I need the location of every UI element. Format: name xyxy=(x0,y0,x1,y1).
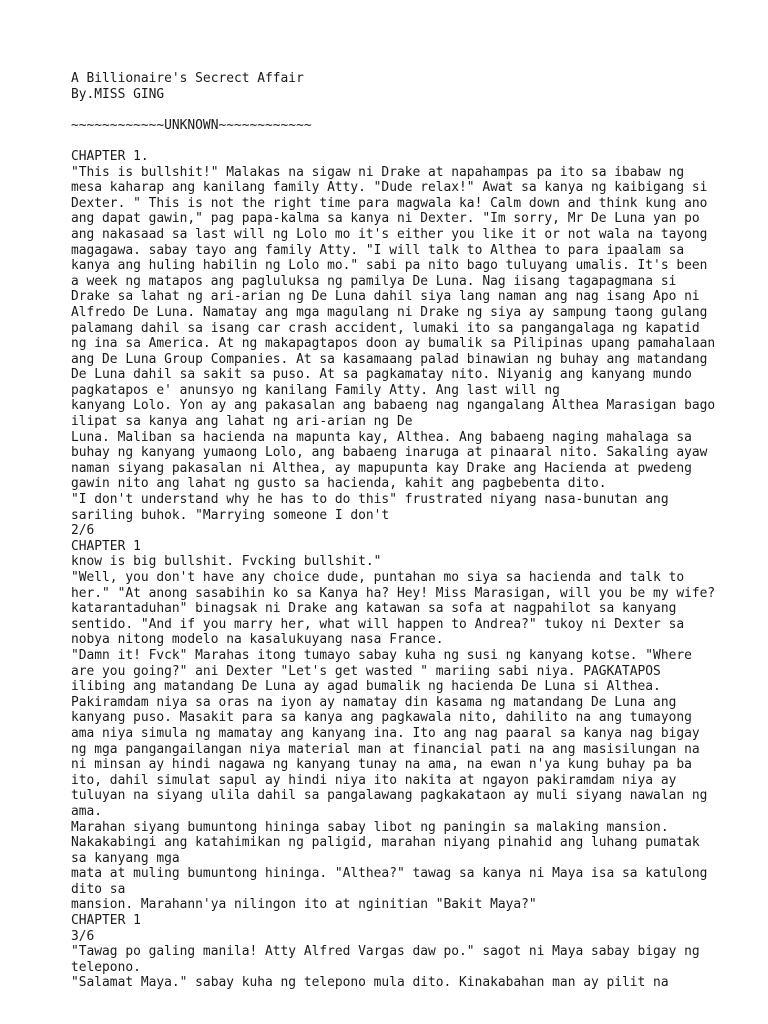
blank-line xyxy=(71,102,761,118)
text-line: telepono. xyxy=(71,959,141,975)
text-line: "Well, you don't have any choice dude, puntahan mo siya sa hacienda and talk to xyxy=(71,570,685,585)
document-body xyxy=(71,149,761,991)
text-line: kanya ang huling habilin ng Lolo mo." sabi pa nito bago tuluyang umalis. It's been xyxy=(71,258,708,274)
text-line: sariling buhok. "Marrying someone I don't xyxy=(71,507,390,523)
text-line: CHAPTER 1 xyxy=(71,538,141,554)
text-line: ilipat sa kanya ang lahat ng ari-arian ng De xyxy=(71,414,413,430)
text-line: Nakakabingi ang katahimikan ng paligid, marahan niyang pinahid ang luhang pumatak xyxy=(71,835,700,851)
text-line: palamang dahil sa isang car crash accident, lumaki ito sa pangangalaga ng kapatid xyxy=(71,320,700,336)
text-line: "Damn it! Fvck" Marahas itong tumayo sabay kuha ng susi ng kanyang kotse. "Where xyxy=(71,647,692,663)
text-line: are you going?" ani Dexter "Let's get wasted " mariing sabi niya. PAGKATAPOS xyxy=(71,663,661,679)
text-line: ilibing ang matandang De Luna ay agad bumalik ng hacienda De Luna si Althea. xyxy=(71,679,661,695)
section-separator: ~~~~~~~~~~~~UNKNOWN~~~~~~~~~~~~ xyxy=(71,117,312,133)
text-line: CHAPTER 1 xyxy=(71,913,141,929)
text-line: mesa kaharap ang kanilang family Atty. "Dude relax!" Awat sa kanya ng kaibigang si xyxy=(71,180,708,196)
text-line: Dexter. " This is not the right time para magwala ka! Calm down and think kung ano xyxy=(71,195,708,211)
text-line: ang dapat gawin," pag papa-kalma sa kanya ni Dexter. "Im sorry, Mr De Luna yan po xyxy=(71,211,700,227)
text-line: "Salamat Maya." sabay kuha ng telepono mula dito. Kinakabahan man ay pilit na xyxy=(71,975,669,991)
text-line: "This is bullshit!" Malakas na sigaw ni Drake at napahampas pa ito sa ibabaw ng xyxy=(71,164,685,180)
text-line: gawin nito ang lahat ng gusto sa hacienda, kahit ang pagbebenta dito. xyxy=(71,476,607,492)
text-line: ni minsan ay hindi nagawa ng kanyang tunay na ama, na ewan n'ya kung buhay pa ba xyxy=(71,757,692,773)
text-line: naman siyang pakasalan ni Althea, ay mapupunta kay Drake ang Hacienda at pwedeng xyxy=(71,460,692,476)
text-line: kanyang Lolo. Yon ay ang pakasalan ang babaeng nag ngangalang Althea Marasigan bago xyxy=(71,398,716,414)
text-line: tuluyan na siyang ulila dahil sa pangalawang pagkakataon ay muli siyang nawalan ng xyxy=(71,788,708,804)
text-line: know is big bullshit. Fvcking bullshit." xyxy=(71,554,382,570)
text-line: kanyang puso. Masakit para sa kanya ang pagkawala nito, dahilito na ang tumayong xyxy=(71,710,692,726)
text-line: Luna. Maliban sa hacienda na mapunta kay, Althea. Ang babaeng naging mahalaga sa xyxy=(71,429,692,445)
text-line: her." "At anong sasabihin ko sa Kanya ha? Hey! Miss Marasigan, will you be my wife? xyxy=(71,585,716,601)
document-page xyxy=(71,71,761,991)
text-line: a week ng matapos ang pagluluksa ng pamilya De Luna. Nag iisang tagapagmana si xyxy=(71,273,677,289)
text-line: buhay ng kanyang yumaong Lolo, ang babaeng inaruga at pinaaral nito. Sakaling ayaw xyxy=(71,445,708,461)
text-line: ama niya simula ng mamatay ang kanyang ina. Ito ang nag paaral sa kanya nag bigay xyxy=(71,725,700,741)
text-line: ito, dahil simulat sapul ay hindi niya ito nakita at ngayon pakiramdam niya ay xyxy=(71,772,677,788)
text-line: ang De Luna Group Companies. At sa kasamaang palad binawian ng buhay ang matandang xyxy=(71,351,708,367)
document-author: By.MISS GING xyxy=(71,86,165,102)
text-line: pagkatapos e' anunsyo ng kanilang Family Atty. Ang last will ng xyxy=(71,382,560,398)
text-line: sentido. "And if you marry her, what will happen to Andrea?" tukoy ni Dexter sa xyxy=(71,616,685,632)
text-line: Drake sa lahat ng ari-arian ng De Luna dahil siya lang naman ang nag isang Apo ni xyxy=(71,289,700,305)
text-line: dito sa xyxy=(71,881,126,897)
text-line: Marahan siyang bumuntong hininga sabay libot ng paningin sa malaking mansion. xyxy=(71,819,669,835)
text-line: magagawa. sabay tayo ang family Atty. "I will talk to Althea to para ipaalam sa xyxy=(71,242,685,258)
text-line: ama. xyxy=(71,803,103,819)
document-title: A Billionaire's Secrect Affair xyxy=(71,71,304,86)
text-line: Alfredo De Luna. Namatay ang mga magulang ni Drake ng siya ay sampung taong gulang xyxy=(71,304,708,320)
text-line: mata at muling bumuntong hininga. "Althea?" tawag sa kanya ni Maya isa sa katulong xyxy=(71,866,708,882)
text-line: ng mga pangangailangan niya material man at financial pati na ang masisilungan na xyxy=(71,741,700,757)
text-line: ang nakasaad sa last will ng Lolo mo it's either you like it or not wala na tayong xyxy=(71,226,708,242)
text-line: katarantaduhan" binagsak ni Drake ang katawan sa sofa at nagpahilot sa kanyang xyxy=(71,601,677,617)
text-line: sa kanyang mga xyxy=(71,850,180,866)
text-line: Pakiramdam niya sa oras na iyon ay namatay din kasama ng matandang De Luna ang xyxy=(71,694,677,710)
text-line: nobya nitong modelo na kasalukuyang nasa France. xyxy=(71,632,444,648)
text-line: De Luna dahil sa sakit sa puso. At sa pagkamatay nito. Niyanig ang kanyang mundo xyxy=(71,367,692,383)
text-line: "Tawag po galing manila! Atty Alfred Vargas daw po." sagot ni Maya sabay bigay ng xyxy=(71,944,700,960)
text-line: "I don't understand why he has to do this" frustrated niyang nasa-bunutan ang xyxy=(71,492,669,508)
blank-line xyxy=(71,133,761,149)
text-line: ng ina sa America. At ng makapagtapos doon ay bumalik sa Pilipinas upang pamahalaan xyxy=(71,336,716,352)
text-line: 3/6 xyxy=(71,928,95,944)
text-line: CHAPTER 1. xyxy=(71,148,149,164)
text-line: 2/6 xyxy=(71,523,95,539)
text-line: mansion. Marahann'ya nilingon ito at nginitian "Bakit Maya?" xyxy=(71,897,537,913)
